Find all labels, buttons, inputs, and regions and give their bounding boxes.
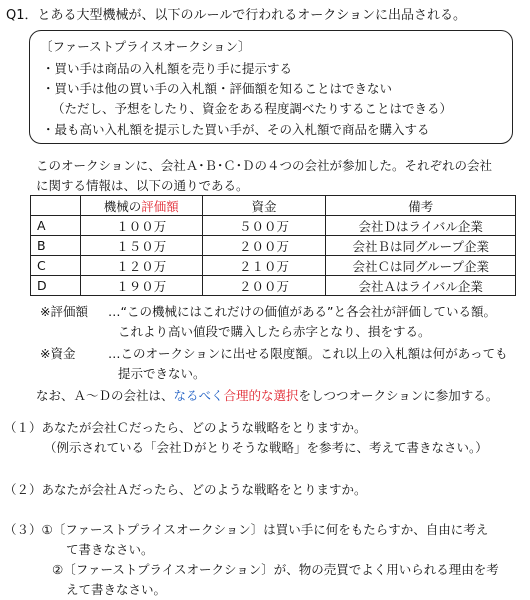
rational-prefix: なお、Ａ～Ｄの会社は、 bbox=[36, 388, 174, 403]
cell-funds: ２００万 bbox=[202, 276, 326, 296]
table-row bbox=[31, 276, 516, 296]
rule-line-3: （ただし、予想をしたり、資金をある程度調べたりすることはできる） bbox=[52, 101, 453, 116]
note-valuation-def-1: …“この機械にはこれだけの価値がある”と各会社が評価している額。 bbox=[108, 304, 496, 319]
header-valuation-prefix: 機械の bbox=[103, 198, 142, 214]
header-notes: 備考 bbox=[326, 196, 516, 216]
cell-valuation: １９０万 bbox=[80, 276, 202, 296]
question-3-line-2: て書きなさい。 bbox=[66, 542, 154, 557]
note-valuation-def-2: これより高い値段で購入したら赤字となり、損をする。 bbox=[118, 324, 431, 339]
cell-company: B bbox=[31, 236, 81, 256]
header-valuation-red: 評価額 bbox=[141, 198, 179, 214]
question-3-line-1: （３）①〔ファーストプライスオークション〕は買い手に何をもたらすか、自由に考え bbox=[4, 522, 489, 537]
header-valuation bbox=[80, 196, 202, 216]
question-1-line-1: （１）あなたが会社Ｃだったら、どのような戦略をとりますか。 bbox=[4, 420, 367, 435]
header-funds: 資金 bbox=[202, 196, 326, 216]
note-funds-term: ※資金 bbox=[40, 346, 76, 361]
question-2-line-1: （２）あなたが会社Ａだったら、どのような戦略をとりますか。 bbox=[4, 482, 367, 497]
cell-note: 会社Ｄはライバル企業 bbox=[326, 216, 516, 236]
rule-line-1: ・買い手は商品の入札額を売り手に提示する bbox=[42, 61, 293, 76]
header-company bbox=[31, 196, 81, 216]
table-row bbox=[31, 256, 516, 276]
cell-valuation: １２０万 bbox=[80, 256, 202, 276]
rules-box bbox=[29, 30, 513, 144]
cell-funds: ５００万 bbox=[202, 216, 326, 236]
rational-choice-line bbox=[36, 386, 498, 404]
question-title: Q1．とある大型機械が、以下のルールで行われるオークションに出品される。 bbox=[6, 8, 466, 23]
note-funds-def-1: …このオークションに出せる限度額。これ以上の入札額は何があっても bbox=[108, 346, 508, 361]
note-valuation-term: ※評価額 bbox=[40, 304, 88, 319]
question-3-line-3: ②〔ファーストプライスオークション〕が、物の売買でよく用いられる理由を考 bbox=[52, 562, 499, 577]
cell-note: 会社Ｃは同グループ企業 bbox=[326, 256, 516, 276]
cell-note: 会社Ａはライバル企業 bbox=[326, 276, 516, 296]
question-3-line-4: えて書きなさい。 bbox=[66, 582, 167, 597]
cell-company: A bbox=[31, 216, 81, 236]
rational-suffix: をしつつオークションに参加する。 bbox=[298, 388, 499, 403]
rule-line-4: ・最も高い入札額を提示した買い手が、その入札額で商品を購入する bbox=[42, 122, 430, 137]
question-1-line-2: （例示されている「会社Ｄがとりそうな戦略」を参考に、考えて書きなさい。） bbox=[44, 440, 488, 455]
cell-funds: ２００万 bbox=[202, 236, 326, 256]
company-info-table bbox=[30, 195, 516, 296]
cell-note: 会社Ｂは同グループ企業 bbox=[326, 236, 516, 256]
cell-valuation: １００万 bbox=[80, 216, 202, 236]
table-header-row bbox=[31, 196, 516, 216]
table-row bbox=[31, 236, 516, 256]
cell-company: D bbox=[31, 276, 81, 296]
cell-company: C bbox=[31, 256, 81, 276]
cell-funds: ２１０万 bbox=[202, 256, 326, 276]
rational-blue: なるべく bbox=[173, 388, 224, 403]
rational-red: 合理的な選択 bbox=[223, 388, 299, 403]
rule-line-2: ・買い手は他の買い手の入札額・評価額を知ることはできない bbox=[42, 81, 393, 96]
cell-valuation: １５０万 bbox=[80, 236, 202, 256]
rules-heading: 〔ファーストプライスオークション〕 bbox=[40, 39, 251, 54]
note-funds-def-2: 提示できない。 bbox=[118, 366, 206, 381]
intro-line-1: このオークションに、会社Ａ･Ｂ･Ｃ･Ｄの４つの会社が参加した。それぞれの会社 bbox=[36, 158, 493, 173]
intro-line-2: に関する情報は、以下の通りである。 bbox=[36, 178, 249, 193]
table-row bbox=[31, 216, 516, 236]
